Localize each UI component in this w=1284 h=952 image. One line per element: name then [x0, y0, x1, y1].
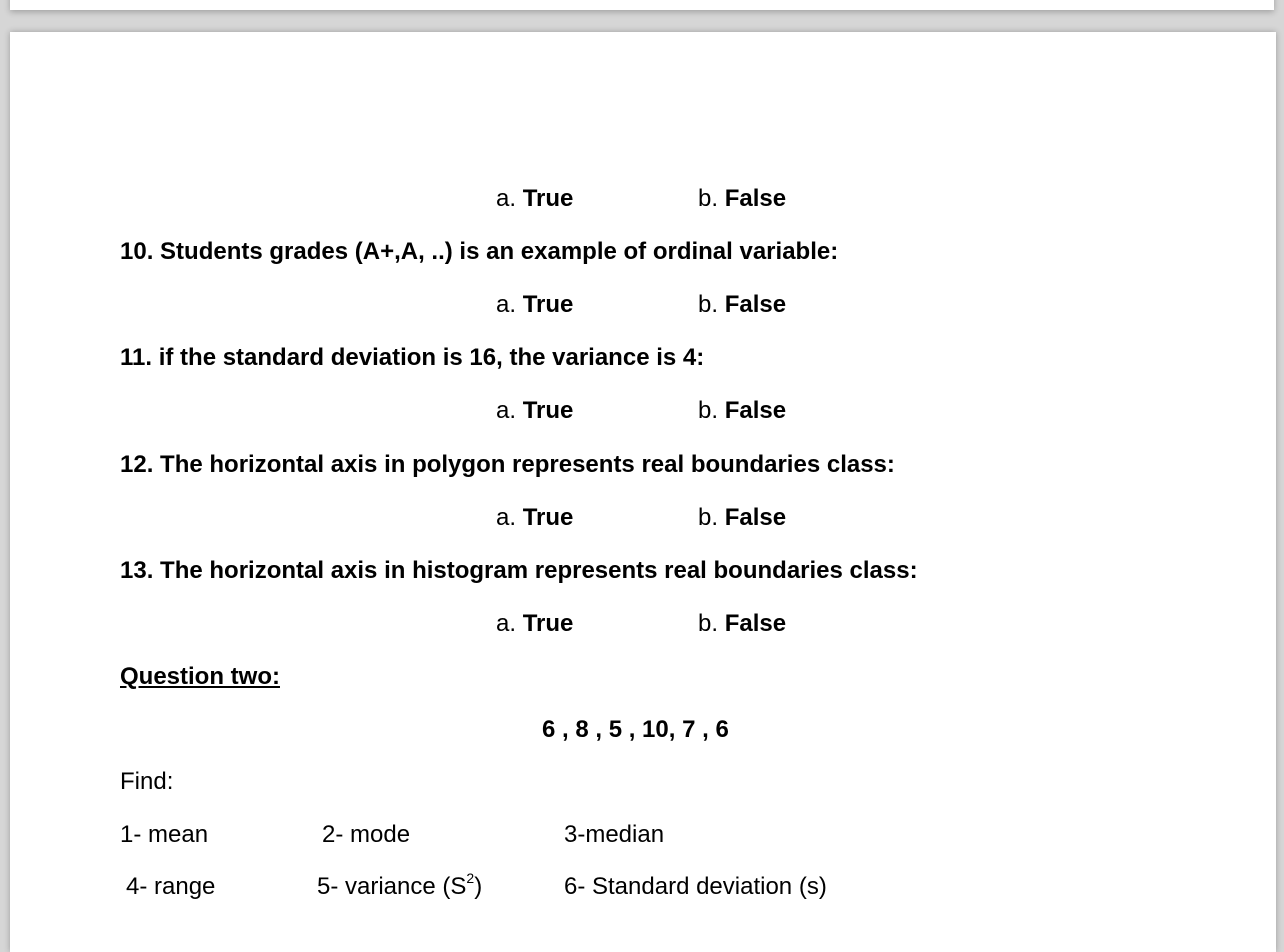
- task-mode: 2- mode: [322, 821, 411, 848]
- option-a: a. True: [496, 291, 574, 318]
- task-mean: 1- mean: [120, 821, 209, 848]
- option-a: a. True: [496, 610, 574, 637]
- superscript-two: 2: [466, 870, 475, 886]
- option-b: b. False: [698, 185, 787, 212]
- document-page: [10, 32, 1276, 952]
- task-range: 4- range: [126, 873, 216, 900]
- question-11: 11. if the standard deviation is 16, the variance is 4:: [120, 344, 705, 371]
- question-10: 10. Students grades (A+,A, ..) is an example of ordinal variable:: [120, 238, 839, 265]
- task-median: 3-median: [564, 821, 665, 848]
- option-b: b. False: [698, 291, 787, 318]
- option-a: a. True: [496, 504, 574, 531]
- dataset-values: 6 , 8 , 5 , 10, 7 , 6: [542, 716, 729, 743]
- previous-page-edge: [10, 0, 1274, 10]
- question-13: 13. The horizontal axis in histogram represents real boundaries class:: [120, 557, 918, 584]
- task-standard-deviation: 6- Standard deviation (s): [564, 873, 827, 900]
- find-label: Find:: [120, 768, 174, 795]
- section-heading: Question two:: [120, 663, 280, 690]
- option-b: b. False: [698, 610, 787, 637]
- option-a: a. True: [496, 185, 574, 212]
- option-b: b. False: [698, 397, 787, 424]
- task-variance: 5- variance $(S^2)$: [317, 870, 483, 900]
- question-12: 12. The horizontal axis in polygon represents real boundaries class:: [120, 451, 895, 478]
- option-a: a. True: [496, 397, 574, 424]
- option-b: b. False: [698, 504, 787, 531]
